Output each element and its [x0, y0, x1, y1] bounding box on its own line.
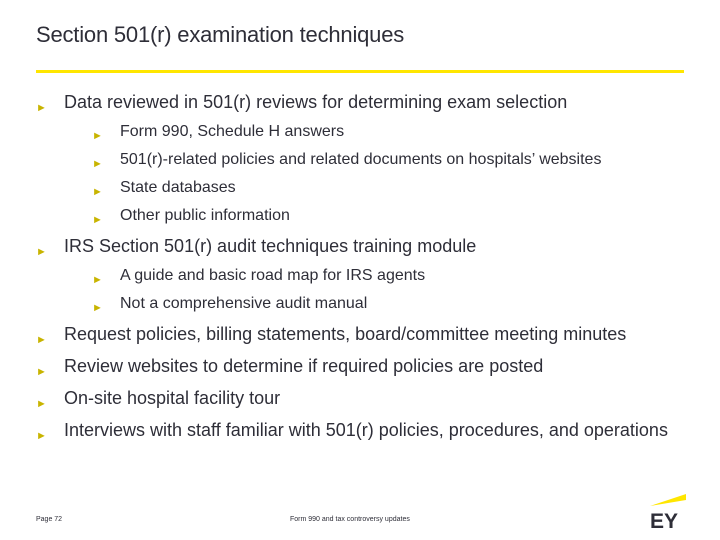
sub-bullet-list [64, 122, 676, 226]
bullet-text: Interviews with staff familiar with 501(r) policies, procedures, and operations [64, 420, 668, 440]
bullet-arrow-icon: ► [92, 214, 103, 226]
sub-bullet-item [64, 206, 676, 226]
sub-bullet-text: State databases [120, 179, 236, 196]
bullet-arrow-icon: ► [36, 398, 47, 410]
bullet-arrow-icon: ► [36, 102, 47, 114]
bullet-arrow-icon: ► [92, 302, 103, 314]
sub-bullet-list [64, 266, 676, 314]
bullet-text: On-site hospital facility tour [64, 388, 281, 408]
sub-bullet-text: 501(r)-related policies and related documents on hospitals’ websites [120, 151, 602, 168]
sub-bullet-text: Not a comprehensive audit manual [120, 295, 368, 312]
bullet-arrow-icon: ► [92, 186, 103, 198]
bullet-text: Review websites to determine if required policies are posted [64, 356, 544, 376]
sub-bullet-text: A guide and basic road map for IRS agents [120, 267, 426, 284]
bullet-text: Request policies, billing statements, board/committee meeting minutes [64, 324, 627, 344]
bullet-item [36, 386, 676, 410]
bullet-item [36, 418, 676, 442]
bullet-list [36, 90, 676, 450]
bullet-item [36, 234, 676, 314]
sub-bullet-item [64, 294, 676, 314]
bullet-item [36, 322, 676, 346]
bullet-arrow-icon: ► [92, 130, 103, 142]
footer-caption: Form 990 and tax controversy updates [290, 516, 410, 523]
bullet-text: Data reviewed in 501(r) reviews for determining exam selection [64, 92, 568, 112]
bullet-arrow-icon: ► [36, 366, 47, 378]
svg-text:EY: EY [650, 510, 679, 532]
sub-bullet-item [64, 178, 676, 198]
bullet-arrow-icon: ► [36, 334, 47, 346]
bullet-arrow-icon: ► [36, 246, 47, 258]
bullet-arrow-icon: ► [92, 274, 103, 286]
page-number: Page 72 [36, 516, 63, 523]
sub-bullet-item [64, 266, 676, 286]
sub-bullet-item [64, 122, 676, 142]
ey-logo-icon [648, 492, 688, 532]
bullet-item [36, 90, 676, 226]
bullet-text: IRS Section 501(r) audit techniques training module [64, 236, 477, 256]
bullet-item [36, 354, 676, 378]
sub-bullet-item [64, 150, 676, 170]
slide-title: Section 501(r) examination techniques [36, 22, 405, 47]
bullet-arrow-icon: ► [36, 430, 47, 442]
sub-bullet-text: Other public information [120, 207, 290, 224]
sub-bullet-text: Form 990, Schedule H answers [120, 123, 345, 140]
bullet-arrow-icon: ► [92, 158, 103, 170]
title-underline [36, 70, 684, 73]
